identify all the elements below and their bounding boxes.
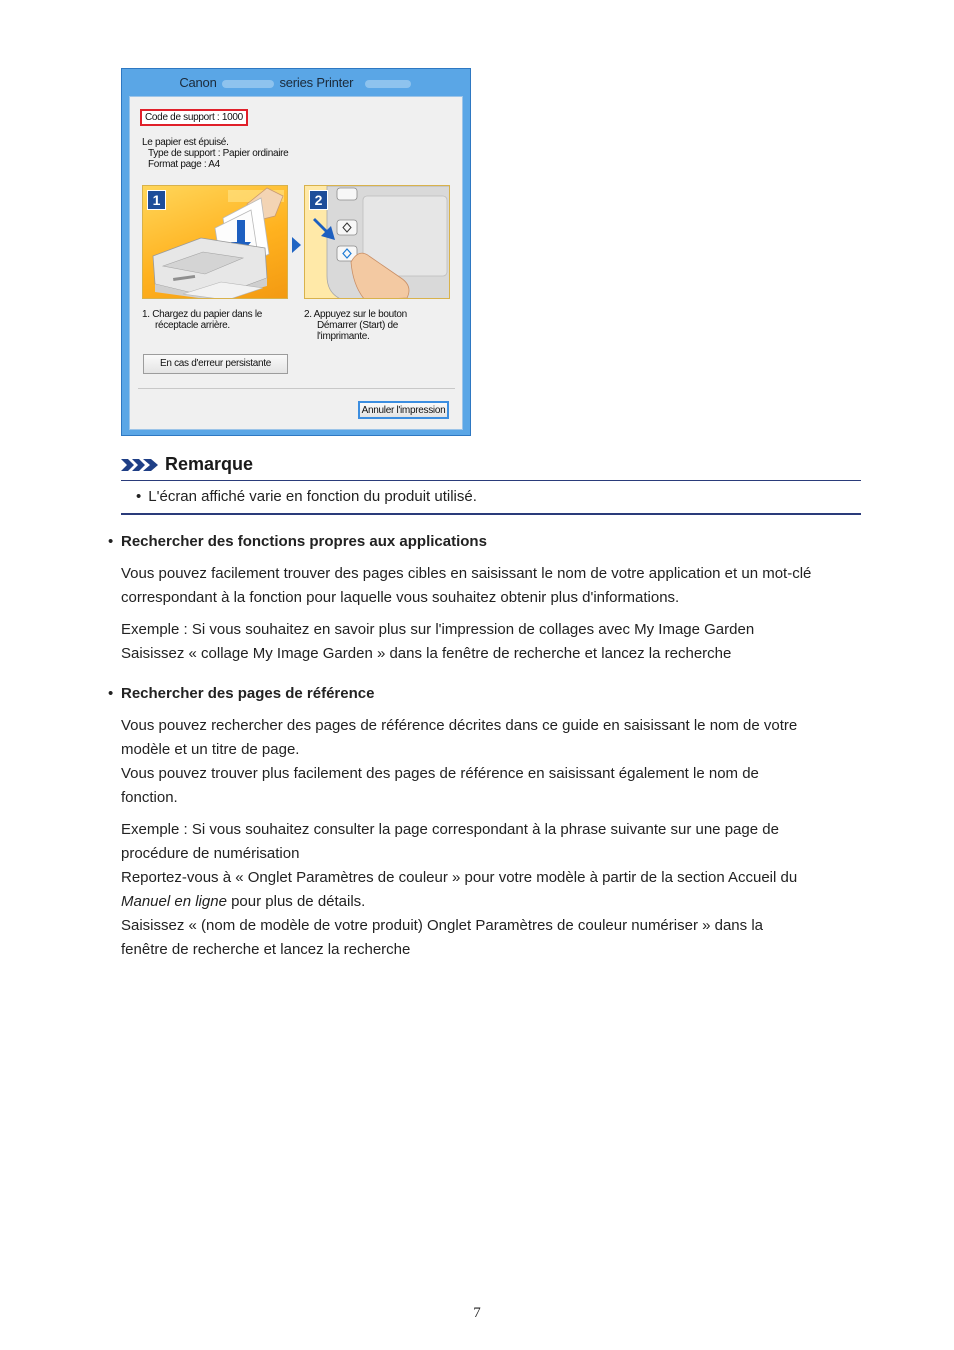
printer-error-dialog-screenshot (121, 68, 471, 436)
text-line: Vous pouvez rechercher des pages de référence décrites dans ce guide en saisissant le nom de votre (121, 717, 798, 734)
note-list-item (136, 488, 477, 505)
step2-instructions (304, 309, 454, 342)
note-divider-top (121, 480, 861, 481)
bullet-icon: • (108, 685, 114, 702)
error-message (142, 137, 288, 170)
step2-number-badge: 2 (309, 190, 328, 210)
dialog-client-area (129, 96, 463, 430)
example-paragraph (121, 618, 866, 666)
support-code-highlight: Code de support : 1000 (140, 109, 248, 126)
text-line (121, 890, 866, 914)
note-text: L'écran affiché varie en fonction du produit utilisé. (148, 488, 477, 505)
text-line: Exemple : Si vous souhaitez en savoir plus sur l'impression de collages avec My Image Garden (121, 621, 755, 638)
step1-instructions (142, 309, 282, 331)
printer-name-redaction (365, 80, 411, 88)
step2-line: l'imprimante. (317, 331, 370, 342)
note-divider-bottom (121, 513, 861, 515)
text-line: fenêtre de recherche et lancez la recherche (121, 941, 411, 958)
section-heading-text: Rechercher des fonctions propres aux applications (121, 533, 487, 550)
text-line: Reportez-vous à « Onglet Paramètres de couleur » pour votre modèle à partir de la section Accueil du (121, 869, 798, 886)
step2-line: 2. Appuyez sur le bouton (304, 309, 407, 320)
text-line: correspondant à la fonction pour laquelle vous souhaitez obtenir plus d'informations. (121, 589, 680, 606)
bullet-icon: • (108, 533, 114, 550)
dialog-title-series: series Printer (279, 75, 354, 90)
dialog-separator (138, 388, 455, 389)
text-line: fonction. (121, 789, 178, 806)
example-paragraph (121, 818, 866, 962)
persistent-error-button[interactable]: En cas d'erreur persistante (143, 354, 288, 374)
step2-line: Démarrer (Start) de (317, 320, 398, 331)
paragraph (121, 714, 866, 810)
page-number: 7 (473, 1305, 481, 1321)
dialog-title-brand: Canon (179, 75, 217, 90)
online-manual-title: Manuel en ligne (121, 893, 227, 910)
bullet-icon: • (136, 488, 142, 505)
step1-number-badge: 1 (147, 190, 166, 210)
model-name-redaction (222, 80, 274, 88)
section-heading (108, 533, 487, 550)
message-line: Format page : A4 (148, 159, 220, 170)
text-line: Saisissez « collage My Image Garden » dans la fenêtre de recherche et lancez la recherche (121, 645, 732, 662)
section-heading-text: Rechercher des pages de référence (121, 685, 375, 702)
paragraph (121, 562, 866, 610)
text-line: Vous pouvez facilement trouver des pages cibles en saisissant le nom de votre application et un mot-clé (121, 565, 812, 582)
text-line: Exemple : Si vous souhaitez consulter la page correspondant à la phrase suivante sur une page de (121, 821, 779, 838)
dialog-title-bar (122, 69, 470, 96)
message-line: Type de support : Papier ordinaire (148, 148, 289, 159)
step1-illustration (142, 185, 288, 299)
next-step-arrow-icon (292, 237, 301, 253)
section-heading (108, 685, 374, 702)
message-line: Le papier est épuisé. (142, 137, 229, 148)
step2-illustration (304, 185, 450, 299)
text-line: Saisissez « (nom de modèle de votre produit) Onglet Paramètres de couleur numériser » dans la (121, 917, 763, 934)
text-fragment: pour plus de détails. (226, 893, 366, 910)
note-chevrons-icon (121, 457, 161, 473)
step1-line: 1. Chargez du papier dans le (142, 309, 263, 320)
step1-line: réceptacle arrière. (155, 320, 230, 331)
cancel-printing-button[interactable]: Annuler l'impression (358, 401, 449, 419)
text-line: Vous pouvez trouver plus facilement des pages de référence en saisissant également le nom de (121, 765, 759, 782)
note-title: Remarque (165, 454, 254, 474)
text-line: modèle et un titre de page. (121, 741, 300, 758)
text-line: procédure de numérisation (121, 845, 300, 862)
